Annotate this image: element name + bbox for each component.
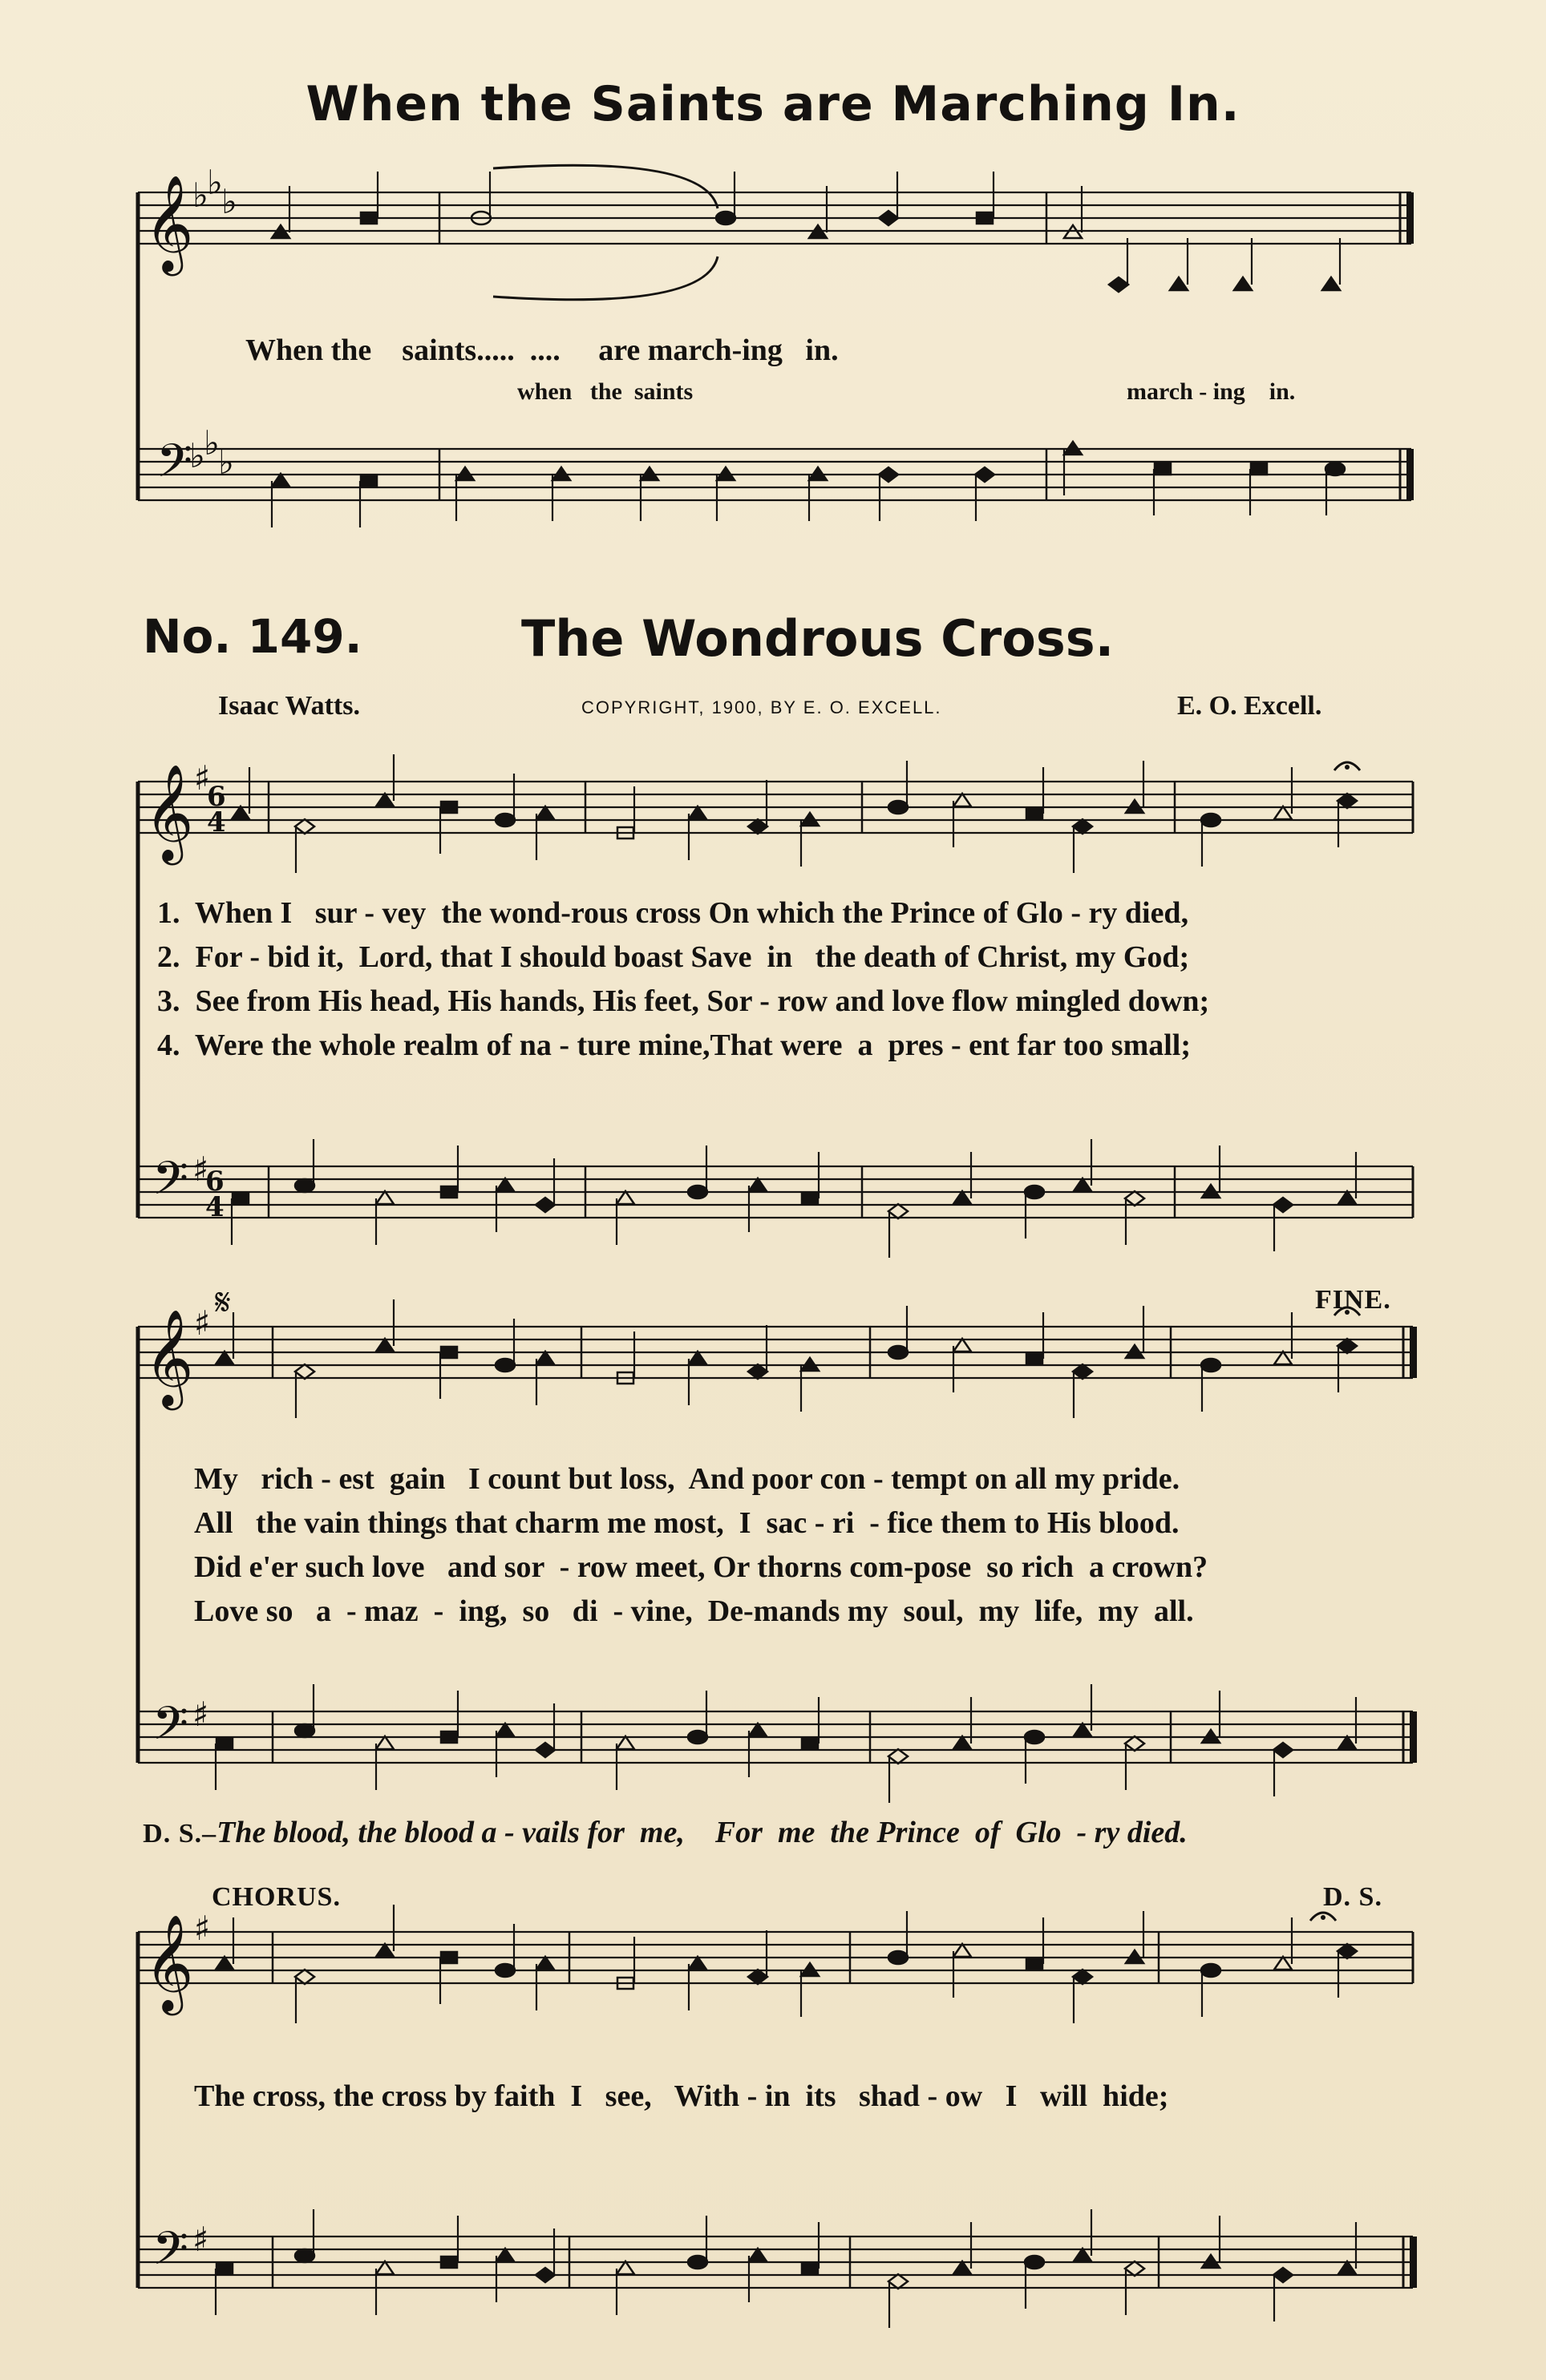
hymn-note xyxy=(232,806,249,819)
final-bar-thick xyxy=(1410,2237,1417,2288)
hymn-note xyxy=(496,1178,514,1191)
hymn-number: No. 149. xyxy=(143,609,362,664)
hymn-note xyxy=(1025,2256,1044,2269)
hymn-note xyxy=(1074,2249,1091,2261)
hymn-note xyxy=(376,1944,394,1957)
hymn-note xyxy=(536,1198,555,1212)
time-signature: 6 xyxy=(205,1166,225,1198)
hymn-note xyxy=(1073,1970,1092,1984)
hymn-note xyxy=(441,1731,457,1743)
song1-note xyxy=(1170,277,1188,290)
chorus-label: CHORUS. xyxy=(212,1882,341,1912)
hymn-note xyxy=(953,1339,971,1352)
bass-clef: 𝄢 xyxy=(152,2221,189,2287)
hymn-note xyxy=(216,1957,233,1970)
final-bar-thick xyxy=(1410,1327,1417,1378)
song1-note xyxy=(361,212,377,224)
hymn-note xyxy=(1274,1957,1292,1970)
flat-sign: ♭ xyxy=(221,182,237,221)
song1-echo-lyrics-right: march - ing in. xyxy=(1127,378,1296,405)
hymn-note xyxy=(1201,1359,1220,1372)
hymn-note xyxy=(1338,2261,1356,2274)
sharp-sign: ♯ xyxy=(192,2220,209,2259)
hymn-note xyxy=(1026,808,1042,819)
hymn-note xyxy=(216,1352,233,1364)
hymn-note xyxy=(536,1743,555,1757)
song1-note xyxy=(1322,277,1340,290)
song1-note xyxy=(1234,277,1252,290)
hymn-title: The Wondrous Cross. xyxy=(521,609,1115,668)
verse-2-line-2: All the vain things that charm me most, I sac - ri - fice them to His blood. xyxy=(194,1506,1180,1540)
hymn-note xyxy=(536,1352,554,1364)
copyright-notice: COPYRIGHT, 1900, BY E. O. EXCELL. xyxy=(581,697,942,717)
hymn-note xyxy=(217,1738,233,1749)
hymn-note xyxy=(496,1964,515,1977)
ds-lyric-text: The blood, the blood a - vails for me, For me the Prince of Glo - ry died. xyxy=(217,1816,1188,1849)
sharp-sign: ♯ xyxy=(192,1695,209,1734)
song1-note xyxy=(879,211,898,225)
verse-3-line-1: 3. See from His head, His hands, His feet, Sor - row and love flow mingled down; xyxy=(157,984,1210,1018)
final-bar-thick xyxy=(1406,449,1414,500)
verse-4-line-1: 4. Were the whole realm of na - ture mine,That were a pres - ent far too small; xyxy=(157,1028,1191,1062)
hymn-note xyxy=(1026,1958,1042,1970)
time-signature: 6 xyxy=(207,781,226,813)
hymn-note xyxy=(749,1723,767,1736)
flat-sign: ♭ xyxy=(218,442,234,482)
song1-note xyxy=(272,474,289,487)
hymn-note xyxy=(1274,806,1292,819)
verse-1-line-2: My rich - est gain I count but loss, And poor con - tempt on all my pride. xyxy=(194,1462,1180,1496)
song1-echo-lyrics-left: when the saints xyxy=(517,378,694,405)
hymn-note xyxy=(441,802,457,813)
hymn-note xyxy=(888,801,908,814)
final-bar-thick xyxy=(1410,1711,1417,1763)
song1-note xyxy=(975,467,994,482)
hymn-note xyxy=(749,2249,767,2261)
bass-clef: 𝄢 xyxy=(152,1696,189,1762)
hymn-note xyxy=(688,1731,707,1744)
hymn-note xyxy=(217,2263,233,2274)
hymn-note xyxy=(1201,814,1220,826)
hymn-note xyxy=(688,2256,707,2269)
hymn-note xyxy=(1338,1736,1356,1749)
hymn-note xyxy=(1338,794,1357,808)
hymn-note xyxy=(802,1738,818,1749)
song1-note xyxy=(1251,463,1267,475)
hymn-note xyxy=(689,806,706,819)
hymn-note xyxy=(1338,1944,1357,1958)
hymn-note xyxy=(295,1970,314,1984)
hymn-note xyxy=(496,2249,514,2261)
hymn-note xyxy=(1338,1339,1357,1353)
hymn-note xyxy=(888,1204,908,1218)
bass-clef: 𝄢 xyxy=(152,1151,189,1217)
lyricist: Isaac Watts. xyxy=(218,691,360,721)
hymn-note xyxy=(496,1359,515,1372)
hymn-note xyxy=(1026,1353,1042,1364)
ds-lyric-line xyxy=(135,1800,1188,1850)
composer: E. O. Excell. xyxy=(1177,691,1322,721)
sharp-sign: ♯ xyxy=(192,1150,209,1189)
hymn-note xyxy=(233,1193,249,1204)
hymn-note xyxy=(689,1957,706,1970)
hymn-note xyxy=(802,1193,818,1204)
flat-sign: ♭ xyxy=(207,163,223,202)
song1-note xyxy=(1109,277,1128,292)
hymn-note xyxy=(441,1347,457,1358)
hymn-note xyxy=(376,2261,394,2274)
treble-clef: 𝄞 xyxy=(144,1308,194,1406)
hymn-note xyxy=(376,1191,394,1204)
fermata-dot xyxy=(1345,765,1350,770)
fermata-dot xyxy=(1321,1915,1325,1920)
song1-lyrics: When the saints..... .... are march-ing in. xyxy=(245,333,839,367)
hymn-note xyxy=(295,2249,314,2262)
hymn-note xyxy=(1273,2268,1293,2282)
hymn-note xyxy=(1274,1352,1292,1364)
hymn-note xyxy=(376,794,394,806)
hymn-note xyxy=(1073,1364,1092,1379)
sharp-sign: ♯ xyxy=(194,1909,211,1948)
song1-note xyxy=(1155,463,1171,475)
hymn-note xyxy=(441,2257,457,2268)
hymn-note xyxy=(1201,1964,1220,1977)
hymn-note xyxy=(295,1364,314,1379)
hymn-note xyxy=(536,1957,554,1970)
hymn-note xyxy=(536,2268,555,2282)
ds-prefix: D. S.– xyxy=(143,1819,217,1849)
hymn-note xyxy=(295,819,314,834)
hymn-note xyxy=(376,1736,394,1749)
verse-3-line-2: Did e'er such love and sor - row meet, Or thorns com-pose so rich a crown? xyxy=(194,1550,1208,1584)
verse-4-line-2: Love so a - maz - ing, so di - vine, De-mands my soul, my life, my all. xyxy=(194,1594,1194,1628)
time-signature: 4 xyxy=(207,806,226,838)
verse-1-line-1: 1. When I sur - vey the wond-rous cross On which the Prince of Glo - ry died, xyxy=(157,896,1189,930)
sharp-sign: ♯ xyxy=(194,1303,211,1343)
verse-2-line-1: 2. For - bid it, Lord, that I should boast Save in the death of Christ, my God; xyxy=(157,940,1190,974)
song1-note xyxy=(1325,463,1345,475)
bass-clef: 𝄢 xyxy=(156,434,193,499)
ds-marker: D. S. xyxy=(1323,1882,1382,1912)
treble-clef: 𝄞 xyxy=(144,174,194,272)
hymn-note xyxy=(441,1952,457,1963)
hymn-note xyxy=(953,794,971,806)
hymn-note xyxy=(802,2263,818,2274)
hymn-note xyxy=(888,1749,908,1764)
song-title: When the Saints are Marching In. xyxy=(306,76,1240,132)
hymn-note xyxy=(1273,1743,1293,1757)
song1-note xyxy=(361,475,377,487)
hymn-note xyxy=(496,1723,514,1736)
hymn-note xyxy=(1074,1178,1091,1191)
hymn-note xyxy=(496,814,515,826)
treble-clef: 𝄞 xyxy=(144,763,194,861)
hymn-note xyxy=(617,1736,634,1749)
fine-marker: FINE. xyxy=(1315,1285,1391,1315)
hymn-note xyxy=(748,1970,767,1984)
chorus-lyrics: The cross, the cross by faith I see, With - in its shad - ow I will hide; xyxy=(194,2079,1169,2113)
hymn-note xyxy=(295,1179,314,1192)
treble-clef: 𝄞 xyxy=(144,1913,194,2011)
hymn-note xyxy=(1338,1191,1356,1204)
hymn-note xyxy=(888,1951,908,1964)
hymn-note xyxy=(441,1186,457,1198)
hymn-note xyxy=(749,1178,767,1191)
tie-arc xyxy=(493,165,718,300)
song1-note xyxy=(716,212,735,224)
final-bar-thick xyxy=(1406,192,1414,244)
hymn-note xyxy=(536,806,554,819)
hymn-note xyxy=(1125,1191,1144,1206)
hymn-note xyxy=(888,2274,908,2289)
hymn-note xyxy=(953,1944,971,1957)
hymn-note xyxy=(1025,1186,1044,1198)
flat-sign: ♭ xyxy=(192,176,208,215)
hymn-note xyxy=(295,1724,314,1737)
hymn-note xyxy=(617,2261,634,2274)
hymn-note xyxy=(617,1191,634,1204)
song1-note xyxy=(977,212,993,224)
hymn-note xyxy=(953,2261,971,2274)
hymn-note xyxy=(1125,1736,1144,1751)
hymn-note xyxy=(748,819,767,834)
hymn-note xyxy=(1073,819,1092,834)
segno-sign: 𝄋 xyxy=(215,1280,231,1323)
hymn-note xyxy=(888,1346,908,1359)
hymn-note xyxy=(1074,1723,1091,1736)
hymn-note xyxy=(688,1186,707,1198)
hymn-note xyxy=(953,1191,971,1204)
time-signature: 4 xyxy=(205,1191,225,1223)
hymn-note xyxy=(1125,2261,1144,2276)
hymn-note xyxy=(953,1736,971,1749)
hymn-note xyxy=(748,1364,767,1379)
sharp-sign: ♯ xyxy=(194,758,211,798)
hymn-note xyxy=(689,1352,706,1364)
flat-sign: ♭ xyxy=(204,423,220,463)
song1-note xyxy=(879,467,898,482)
hymn-note xyxy=(1025,1731,1044,1744)
hymn-note xyxy=(1273,1198,1293,1212)
flat-sign: ♭ xyxy=(189,436,205,475)
hymn-note xyxy=(376,1339,394,1352)
